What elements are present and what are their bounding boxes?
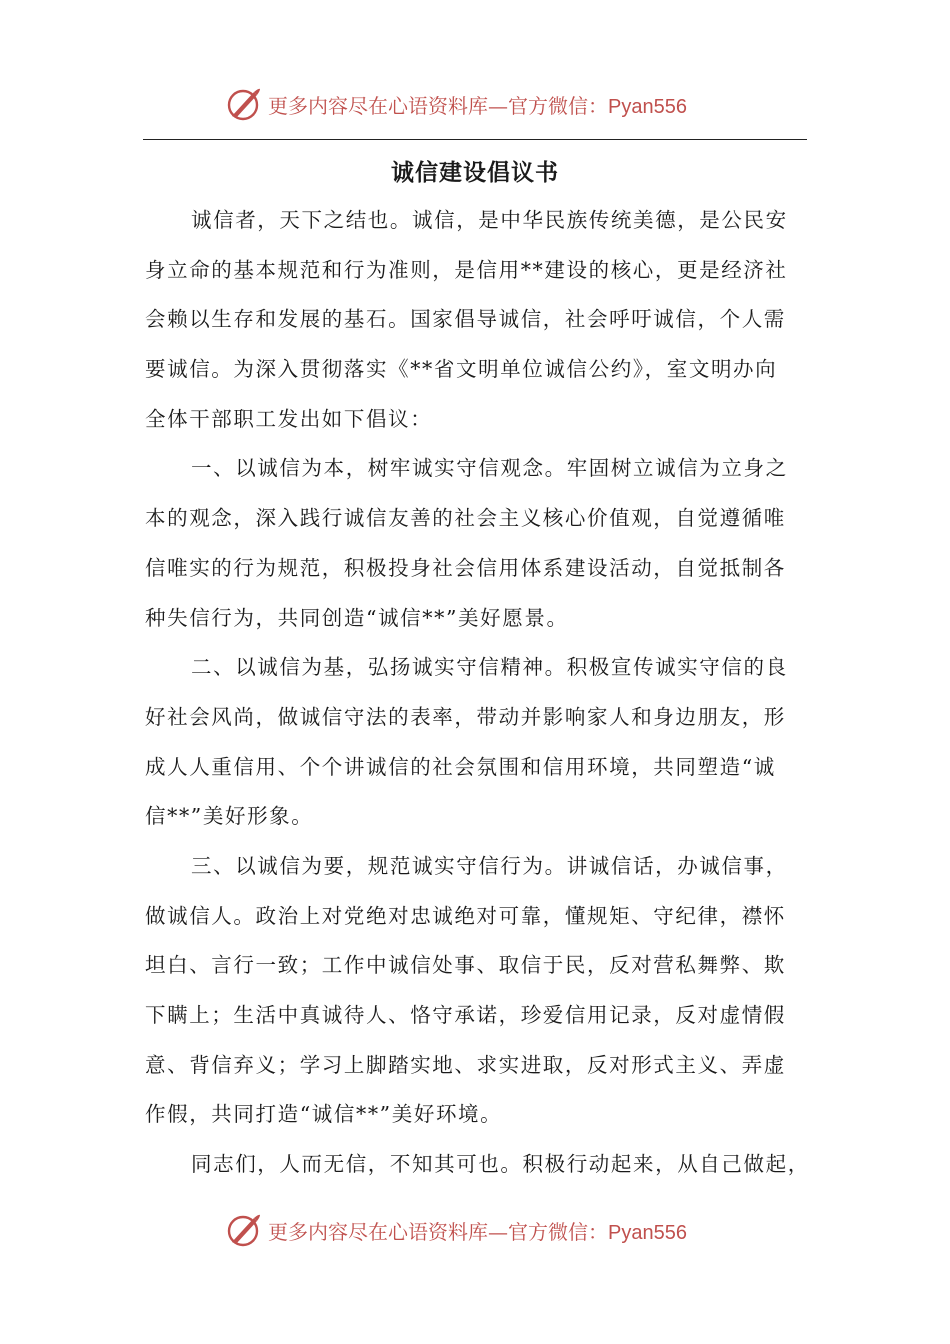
- body-line: 二、以诚信为基，弘扬诚实守信精神。积极宣传诚实守信的良: [191, 655, 788, 680]
- body-line: 同志们，人而无信，不知其可也。积极行动起来，从自己做起，: [191, 1152, 810, 1177]
- body-line: 信唯实的行为规范，积极投身社会信用体系建设活动，自觉抵制各: [145, 555, 786, 580]
- body-line: 意、背信弃义；学习上脚踏实地、求实进取，反对形式主义、弄虚: [145, 1052, 786, 1077]
- footer-watermark-banner: [0, 1208, 950, 1252]
- body-line: 成人人重信用、个个讲诚信的社会氛围和信用环境，共同塑造“诚: [145, 754, 776, 779]
- body-line: 要诚信。为深入贯彻落实《**省文明单位诚信公约》，室文明办向: [145, 357, 778, 382]
- header-rule: [143, 139, 807, 140]
- document-body: [145, 196, 815, 1190]
- body-line: 诚信者，天下之结也。诚信，是中华民族传统美德，是公民安: [191, 208, 788, 232]
- banner-text: 更多内容尽在心语资料库—官方微信：Pyan556: [268, 93, 687, 118]
- quill-logo-icon: [226, 86, 262, 122]
- body-line: 会赖以生存和发展的基石。国家倡导诚信，社会呼吁诚信，个人需: [145, 307, 786, 332]
- body-line: 下瞒上；生活中真诚待人、恪守承诺，珍爱信用记录，反对虚情假: [145, 1003, 786, 1027]
- body-line: 身立命的基本规范和行为准则，是信用**建设的核心，更是经济社: [145, 257, 788, 282]
- body-line: 坦白、言行一致；工作中诚信处事、取信于民，反对营私舞弊、欺: [145, 953, 786, 978]
- wechat-id: Pyan556: [608, 1221, 687, 1244]
- quill-logo-icon: [226, 1212, 262, 1248]
- body-line: 信**”美好形象。: [145, 804, 314, 829]
- body-line: 做诚信人。政治上对党绝对忠诚绝对可靠，懂规矩、守纪律，襟怀: [145, 903, 786, 928]
- body-line: 全体干部职工发出如下倡议：: [145, 406, 433, 431]
- body-line: 作假，共同打造“诚信**”美好环境。: [145, 1102, 503, 1127]
- header-watermark-banner: [0, 82, 950, 126]
- body-line: 三、以诚信为要，规范诚实守信行为。讲诚信话，办诚信事，: [191, 853, 788, 878]
- body-line: 一、以诚信为本，树牢诚实守信观念。牢固树立诚信为立身之: [191, 456, 788, 481]
- body-line: 本的观念，深入践行诚信友善的社会主义核心价值观，自觉遵循唯: [145, 506, 786, 531]
- document-title: 诚信建设倡议书: [391, 160, 559, 186]
- banner-text: 更多内容尽在心语资料库—官方微信：Pyan556: [268, 1219, 687, 1244]
- body-line: 种失信行为，共同创造“诚信**”美好愿景。: [145, 605, 569, 630]
- wechat-id: Pyan556: [608, 95, 687, 118]
- body-line: 好社会风尚，做诚信守法的表率，带动并影响家人和身边朋友，形: [145, 704, 786, 729]
